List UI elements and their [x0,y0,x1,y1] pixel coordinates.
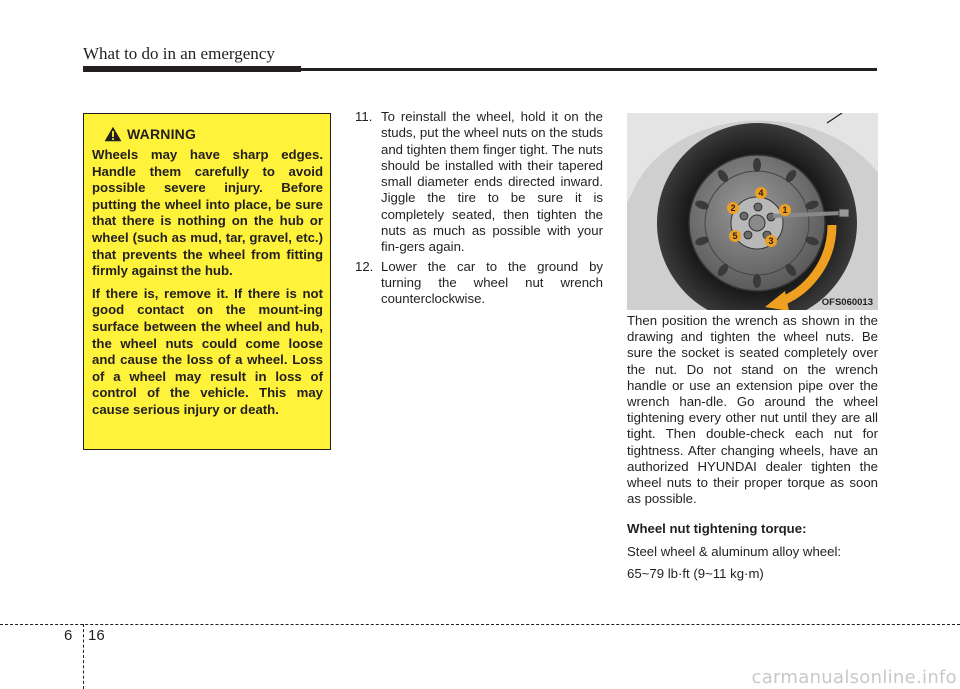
step-text: Lower the car to the ground by turning the wheel nut wrench counterclockwise. [381,258,603,307]
figure-code: OFS060013 [821,297,873,308]
torque-title: Wheel nut tightening torque: [627,521,807,537]
header-rule-accent [83,66,301,72]
instruction-paragraph: Then position the wrench as shown in the drawing and tighten the wheel nuts. Be sure the socket is seated completely over the nut. Do not stand on the wrench handle or use an extension pipe over the wrench han-dle. Go around the wheel tightening every other nut until they are all tight. Then double-check each nut for tightness. After changing wheels, have an authorized HYUNDAI dealer tighten the wheel nuts to their proper torque as soon as possible. [627,313,878,507]
page-number: 16 [88,627,105,644]
warning-paragraph: If there is, remove it. If there is not good contact on the mount-ing surface between the wheel and hub, the wheel nuts could come loose and cause the loss of a wheel. Loss of a wheel may result in loss of control of the vehicle. This may cause serious injury or death. [92,285,323,417]
step-number: 11. [355,109,373,124]
nut-label-1: 1 [782,205,788,215]
footer-divider [83,624,84,689]
step-item [355,109,603,256]
footer-rule [0,624,960,625]
warning-header [104,124,323,144]
torque-line: Steel wheel & aluminum alloy wheel: [627,543,842,559]
wheel-drawing [627,113,878,310]
chapter-number: 6 [64,627,73,644]
section-title: What to do in an emergency [83,44,275,63]
step-text: To reinstall the wheel, hold it on the studs, put the wheel nuts on the studs and tighten them finger tight. The nuts should be installed with their tapered small diameter ends directed inward. Jiggle the tire to be sure it is completely seated, then tighten the nuts as much as possible with your fin-gers again. [381,109,603,255]
step-number: 12. [355,258,374,274]
nut-label-3: 3 [768,236,774,246]
watermark: carmanualsonline.info [751,667,957,688]
step-item [355,259,603,308]
torque-line: 65~79 lb·ft (9~11 kg·m) [627,565,764,581]
body-text [627,313,878,582]
warning-triangle-icon [104,126,122,142]
nut-label-5: 5 [732,231,738,241]
nut-label-4: 4 [758,188,764,198]
warning-box [83,113,331,450]
warning-paragraph: Wheels may have sharp edges. Handle them carefully to avoid possible severe injury. Before putting the wheel into place, be sure that there is nothing on the hub or wheel (such as mud, tar, gravel, etc.) that prevents the wheel from fitting firmly against the hub. [92,147,323,279]
warning-title: WARNING [127,126,197,142]
wheel-illustration [627,113,878,310]
instruction-steps [355,109,603,311]
nut-label-2: 2 [730,203,736,213]
